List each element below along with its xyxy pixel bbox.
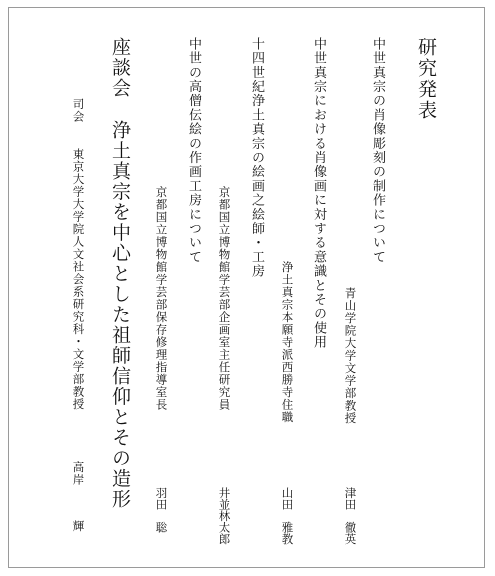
- symposium-theme: 浄土真宗を中心とした祖師信仰とその造形: [109, 120, 131, 510]
- moderator-label: 司会: [71, 98, 86, 123]
- presentation-4-presenter: 羽田 聡: [154, 487, 169, 533]
- presentation-3-affiliation: 京都国立博物館学芸部企画室主任研究員: [217, 186, 232, 411]
- research-heading: 研究発表: [415, 37, 437, 121]
- presentation-4-title: 中世の高僧伝絵の作画工房について: [186, 37, 201, 265]
- moderator-affiliation: 東京大学大学院人文社会系研究科・文学部教授: [71, 148, 86, 411]
- presentation-1-affiliation: 青山学院大学文学部教授: [343, 287, 358, 425]
- presentation-1-title: 中世真宗の肖像彫刻の制作について: [370, 37, 385, 265]
- symposium-heading: 座談会: [109, 37, 131, 99]
- presentation-3-presenter: 井並林太郎: [217, 487, 232, 545]
- presentation-2-title: 中世真宗における肖像画に対する意識とその使用: [311, 37, 326, 350]
- presentation-4-affiliation: 京都国立博物館学芸部保存修理指導室長: [154, 186, 169, 411]
- presentation-1-presenter: 津田 徹英: [343, 487, 358, 545]
- presentation-2-presenter: 山田 雅教: [280, 487, 295, 545]
- presentation-3-title: 十四世紀浄土真宗の絵画之絵師・工房: [249, 37, 264, 279]
- moderator-given-name: 輝: [71, 520, 86, 533]
- moderator-family-name: 高岸: [71, 461, 86, 486]
- presentation-2-affiliation: 浄土真宗本願寺派西勝寺住職: [280, 261, 295, 424]
